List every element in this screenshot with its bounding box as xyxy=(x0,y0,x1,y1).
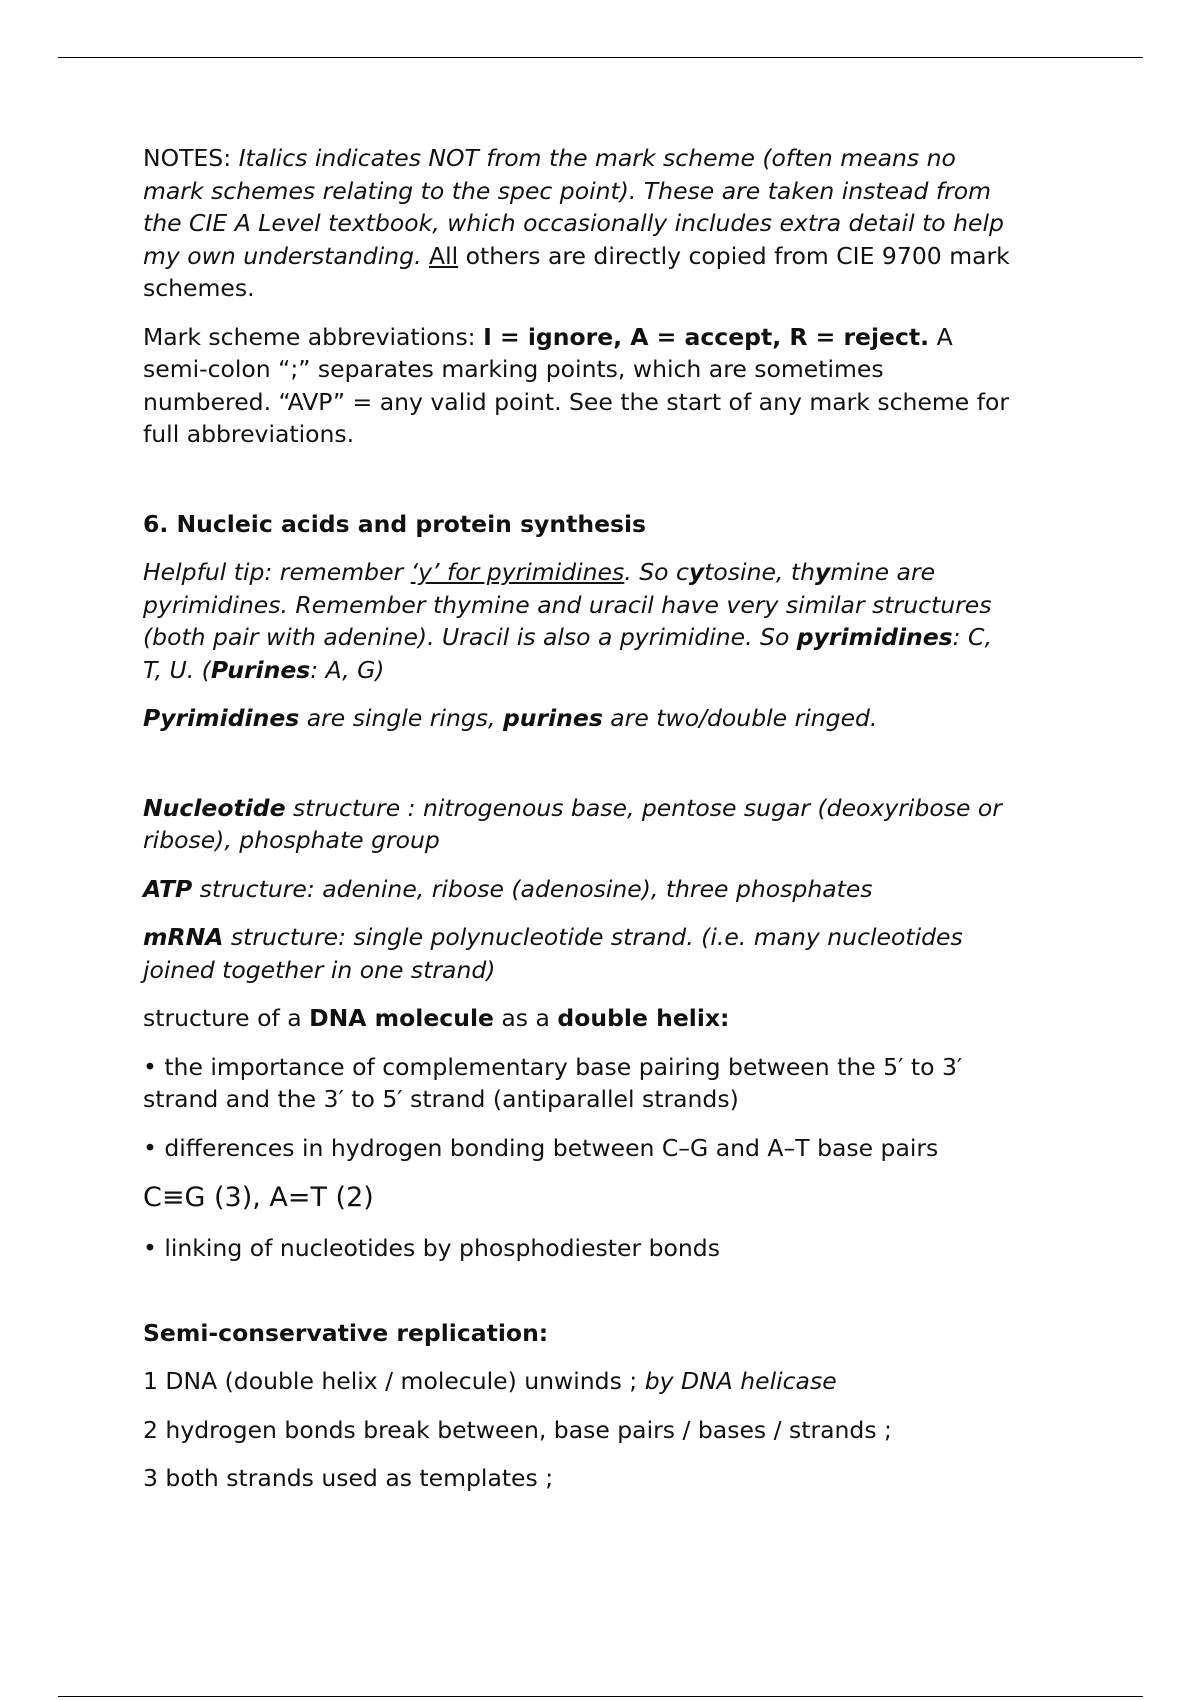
dna-text-2: as a xyxy=(493,1004,558,1032)
atp-rest: structure: adenine, ribose (adenosine), three phosphates xyxy=(192,874,873,903)
double-helix-bold: double helix: xyxy=(557,1004,730,1032)
tip-text-7: : A, G) xyxy=(310,655,385,684)
replication-point-1-text: 1 DNA (double helix / molecule) unwinds ; xyxy=(143,1367,645,1395)
tip-y-bold-1: y xyxy=(688,558,705,586)
tip-pyrimidines-bold: pyrimidines xyxy=(796,623,953,651)
tip-text-6: : C, T, U. ( xyxy=(143,623,992,684)
tip-text-3: . So c xyxy=(624,558,689,586)
atp-bold: ATP xyxy=(143,874,193,903)
replication-point-1 xyxy=(143,1365,1013,1398)
nucleotide-rest: structure : nitrogenous base, pentose sugar (deoxyribose or ribose), phosphate group xyxy=(143,793,1002,854)
bullet-phosphodiester: • linking of nucleotides by phosphodiester bonds xyxy=(143,1234,720,1262)
dna-text-1: structure of a xyxy=(143,1004,310,1032)
notes-paragraph xyxy=(143,142,1013,305)
header-rule xyxy=(58,57,1143,58)
abbrev-prefix: Mark scheme abbreviations: xyxy=(143,322,484,351)
abbrev-rest: A semi-colon “;” separates marking points, which are sometimes numbered. “AVP” = any valid point. See the start of any mark scheme for full abbreviations. xyxy=(143,322,1010,448)
dna-structure-paragraph xyxy=(143,1002,1013,1035)
document-body xyxy=(143,142,1013,1511)
dna-molecule-bold: DNA molecule xyxy=(309,1004,494,1032)
notes-label: NOTES: xyxy=(143,144,239,172)
abbreviations-paragraph xyxy=(143,321,1013,451)
atp-paragraph xyxy=(143,873,1013,906)
mrna-rest: structure: single polynucleotide strand. (i.e. many nucleotides joined together in one strand) xyxy=(143,923,963,984)
nucleotide-paragraph xyxy=(143,792,1013,857)
rings-pyrimidines-bold: Pyrimidines xyxy=(143,704,300,732)
bullet-hydrogen-bonding: • differences in hydrogen bonding between C–G and A–T base pairs xyxy=(143,1133,939,1162)
notes-rest: others are directly copied from CIE 9700 mark schemes. xyxy=(143,241,1010,302)
replication-point-3: 3 both strands used as templates ; xyxy=(143,1464,554,1492)
tip-paragraph xyxy=(143,556,1013,686)
notes-all-underlined: All xyxy=(429,241,459,270)
base-pair-bonds: C≡G (3), A=T (2) xyxy=(143,1182,374,1213)
tip-y-bold-2: y xyxy=(814,558,831,586)
section-heading: 6. Nucleic acids and protein synthesis xyxy=(143,509,647,538)
nucleotide-bold: Nucleotide xyxy=(143,793,286,822)
replication-point-2: 2 hydrogen bonds break between, base pairs / bases / strands ; xyxy=(143,1415,892,1444)
mrna-bold: mRNA xyxy=(143,923,224,951)
abbrev-bold: I = ignore, A = accept, R = reject. xyxy=(483,322,930,351)
replication-point-1-italic: by DNA helicase xyxy=(644,1367,837,1395)
rings-text-1: are single rings, xyxy=(299,704,503,732)
tip-text-1: Helpful tip: remember xyxy=(143,558,411,586)
rings-purines-bold: purines xyxy=(502,704,603,732)
tip-text-5: mine are pyrimidines. Remember thymine and uracil have very similar structures (both pair with adenine). Uracil is also a pyrimidine. So xyxy=(143,558,992,651)
tip-text-4: tosine, th xyxy=(704,558,815,586)
bullet-complementary-pairing: • the importance of complementary base pairing between the 5′ to 3′ strand and the 3′ to 5′ strand (antiparallel strands) xyxy=(143,1052,963,1113)
notes-italic-text: Italics indicates NOT from the mark scheme (often means no mark schemes relating to the spec point). These are taken instead from the CIE A Level textbook, which occasionally includes extra detail to help my own understanding. xyxy=(143,144,1004,270)
mrna-paragraph xyxy=(143,921,1013,986)
footer-rule xyxy=(58,1696,1143,1697)
replication-heading: Semi-conservative replication: xyxy=(143,1318,549,1347)
tip-underlined: ‘y’ for pyrimidines xyxy=(410,558,625,586)
rings-text-2: are two/double ringed. xyxy=(602,704,878,732)
rings-paragraph xyxy=(143,702,1013,735)
tip-purines-bold: Purines xyxy=(210,655,311,684)
